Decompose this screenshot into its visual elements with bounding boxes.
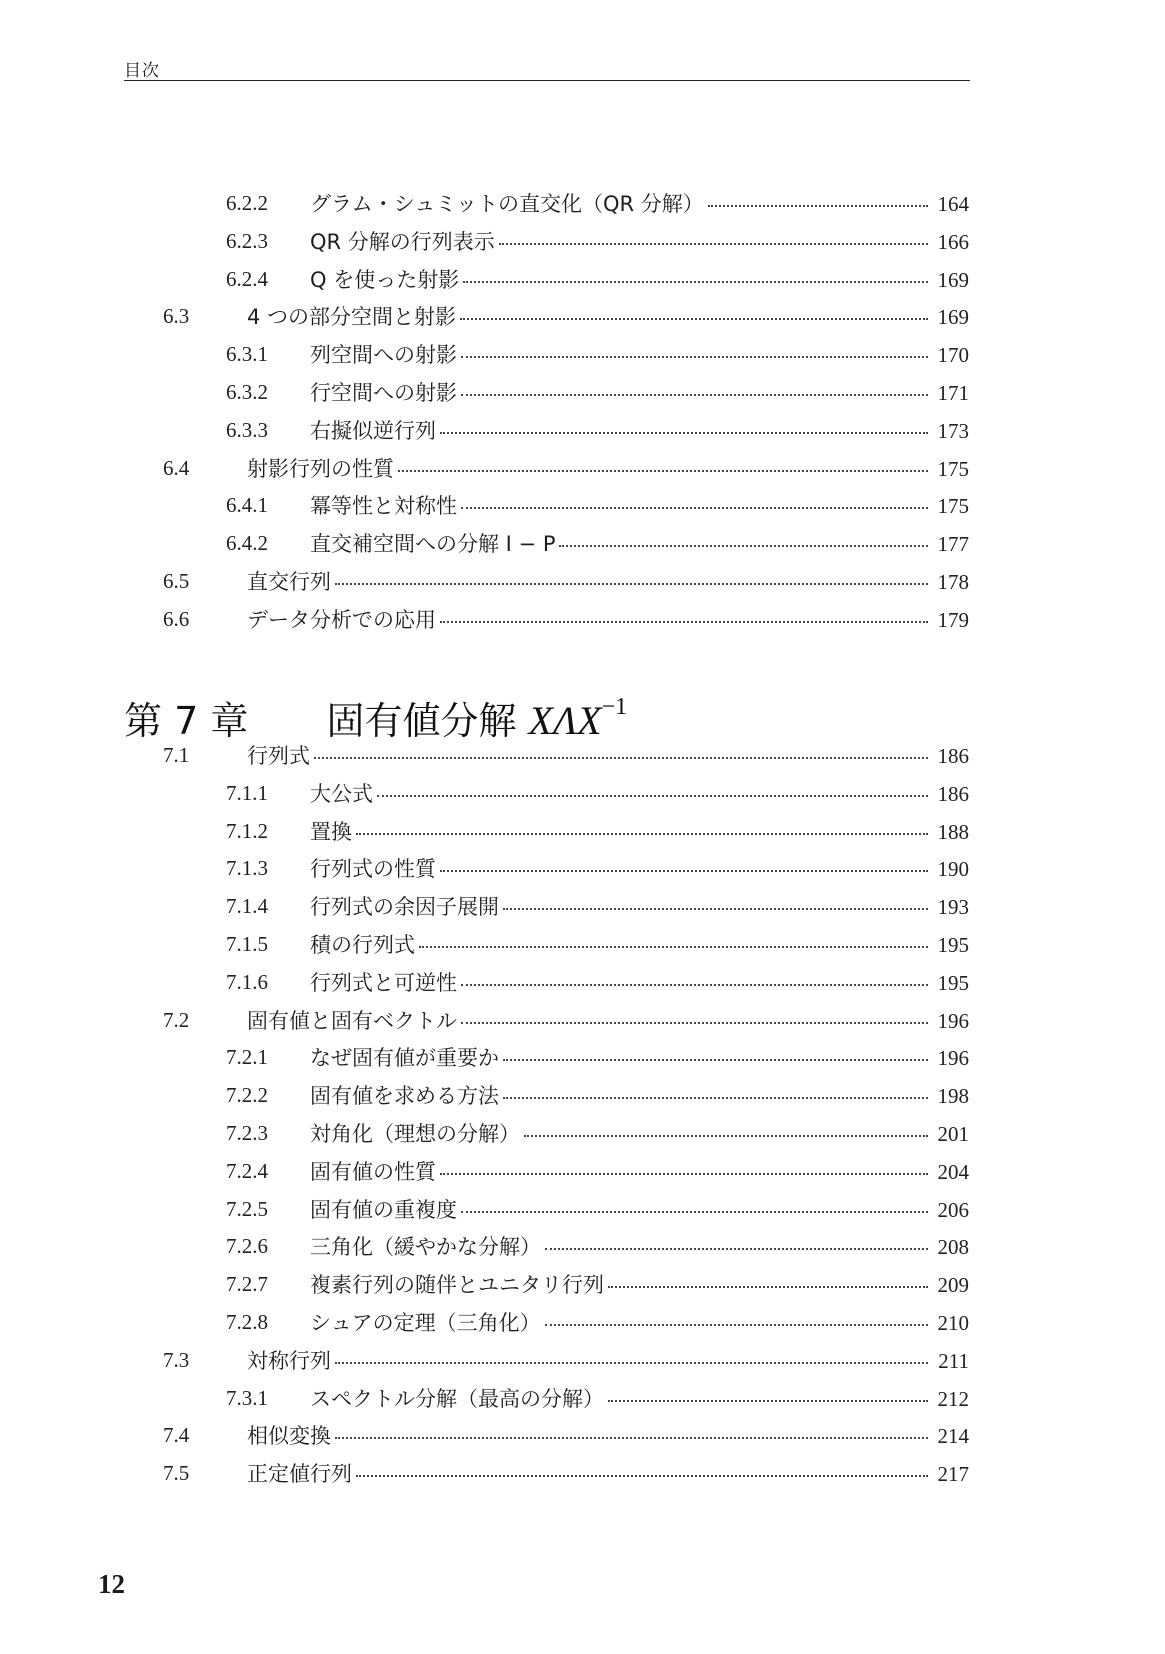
toc-entry-title: 積の行列式 [310, 933, 415, 957]
toc-entry[interactable] [0, 599, 1165, 639]
toc-entry[interactable] [0, 886, 1165, 926]
toc-entry[interactable] [0, 1264, 1165, 1304]
toc-entry-title: データ分析での応用 [247, 607, 436, 632]
toc-entry-page: 178 [937, 570, 969, 594]
toc-entry-page: 175 [937, 456, 969, 481]
toc-entry-page: 208 [937, 1235, 969, 1260]
toc-entry[interactable] [0, 485, 1165, 525]
toc-entry-line [310, 188, 969, 218]
toc-entry-title: QR 分解の行列表示 [310, 229, 495, 254]
toc-entry-page: 206 [937, 1197, 969, 1222]
toc-entry-title: 冪等性と対称性 [310, 494, 457, 519]
toc-entry-line [310, 490, 969, 520]
toc-dot-leader [440, 870, 928, 872]
toc-entry-number: 6.6 [163, 606, 190, 631]
toc-entry[interactable] [0, 183, 1165, 223]
toc-entry-title: 複素行列の随伴とユニタリ行列 [310, 1273, 604, 1298]
toc-entry-title: 固有値の性質 [310, 1159, 436, 1184]
toc-entry-number: 7.2.1 [226, 1045, 268, 1070]
toc-entry-title: 大公式 [310, 781, 373, 806]
toc-dot-leader [503, 1097, 928, 1099]
toc-dot-leader [503, 1059, 928, 1061]
toc-entry[interactable] [0, 1302, 1165, 1342]
toc-entry-page: 193 [937, 895, 969, 920]
toc-entry-number: 7.2.6 [226, 1234, 268, 1259]
toc-dot-leader [545, 1324, 928, 1326]
toc-entry-title: 三角化（緩やかな分解） [310, 1235, 541, 1260]
toc-entry-line [310, 1156, 969, 1186]
toc-entry-title: 直交補空間への分解 I − P [310, 532, 556, 557]
toc-entry-title: 相似変換 [247, 1424, 331, 1449]
toc-entry-number: 6.2.3 [226, 228, 268, 253]
toc-entry-number: 7.1.2 [226, 818, 268, 843]
toc-entry-title: 対角化（理想の分解） [310, 1122, 520, 1146]
toc-entry-page: 164 [937, 192, 969, 216]
toc-entry-line [247, 1458, 969, 1488]
toc-dot-leader [460, 318, 927, 320]
toc-entry-page: 177 [937, 532, 969, 557]
toc-entry-number: 6.4.1 [226, 493, 268, 518]
toc-dot-leader [503, 908, 928, 910]
toc-entry[interactable] [0, 448, 1165, 488]
toc-entry[interactable] [0, 773, 1165, 813]
toc-entry[interactable] [0, 1151, 1165, 1191]
toc-entry[interactable] [0, 1453, 1165, 1493]
toc-entry[interactable] [0, 924, 1165, 964]
toc-entry-page: 166 [937, 229, 969, 254]
chapter-math-superscript: −1 [601, 693, 628, 720]
toc-entry-number: 7.1.4 [226, 894, 268, 919]
toc-dot-leader [461, 394, 928, 396]
toc-entry[interactable] [0, 1226, 1165, 1266]
toc-dot-leader [377, 795, 928, 797]
toc-entry[interactable] [0, 848, 1165, 888]
toc-entry-page: 209 [937, 1273, 969, 1298]
toc-entry-page: 217 [937, 1462, 969, 1487]
toc-dot-leader [608, 1400, 928, 1402]
toc-entry[interactable] [0, 1189, 1165, 1229]
toc-entry-title: スペクトル分解（最高の分解） [310, 1386, 604, 1411]
page-number: 12 [98, 1569, 125, 1599]
toc-entry-number: 7.3.1 [226, 1385, 268, 1410]
toc-entry[interactable] [0, 1378, 1165, 1418]
toc-entry[interactable] [0, 1075, 1165, 1115]
toc-entry-line [247, 604, 969, 634]
toc-dot-leader [335, 583, 928, 585]
toc-entry-number: 6.3.2 [226, 380, 268, 404]
toc-entry-title: 固有値の重複度 [310, 1197, 457, 1222]
toc-entry-title: 右擬似逆行列 [310, 418, 436, 443]
chapter-title-text: 固有値分解 [326, 699, 517, 743]
toc-entry-line [310, 929, 969, 959]
toc-dot-leader [559, 545, 927, 547]
toc-dot-leader [463, 281, 927, 283]
toc-entry-title: 射影行列の性質 [247, 456, 394, 481]
toc-entry-title: 行列式の性質 [310, 857, 436, 882]
toc-entry-line [247, 1420, 969, 1450]
toc-entry-page: 170 [937, 343, 969, 368]
toc-entry-page: 169 [937, 305, 969, 330]
toc-dot-leader [419, 946, 928, 948]
toc-entry[interactable] [0, 962, 1165, 1002]
toc-entry-number: 7.2.3 [226, 1121, 268, 1145]
toc-entry-page: 195 [937, 933, 969, 957]
toc-entry-line [247, 566, 969, 596]
toc-entry-page: 201 [937, 1122, 969, 1146]
toc-entry-number: 7.2 [163, 1007, 190, 1032]
toc-entry-page: 214 [937, 1424, 969, 1449]
toc-entry-page: 186 [937, 744, 969, 768]
toc-entry-title: 直交行列 [247, 570, 331, 594]
toc-entry-page: 210 [937, 1311, 969, 1335]
toc-entry[interactable] [0, 296, 1165, 336]
toc-entry-line [310, 528, 969, 558]
toc-entry-number: 7.2.2 [226, 1083, 268, 1108]
toc-entry-line [310, 1118, 969, 1148]
toc-dot-leader [314, 757, 928, 759]
toc-entry-number: 6.4 [163, 455, 190, 480]
toc-dot-leader [440, 1173, 928, 1175]
toc-dot-leader [608, 1286, 928, 1288]
toc-entry-title: グラム・シュミットの直交化（QR 分解） [310, 192, 704, 216]
toc-entry-page: 196 [937, 1008, 969, 1033]
toc-entry-line [310, 1307, 969, 1337]
toc-entry-title: 対称行列 [247, 1348, 331, 1373]
toc-dot-leader [499, 243, 928, 245]
toc-entry-number: 7.2.8 [226, 1310, 268, 1334]
toc-dot-leader [356, 1475, 928, 1477]
toc-entry-title: 行列式 [247, 744, 310, 768]
toc-entry-title: 4 つの部分空間と射影 [247, 305, 457, 330]
running-head: 目次 [124, 61, 160, 81]
toc-entry-number: 6.2.4 [226, 266, 268, 291]
toc-entry-line [247, 1005, 969, 1035]
header-rule [124, 80, 970, 81]
toc-entry[interactable] [0, 1000, 1165, 1040]
toc-entry-page: 175 [937, 494, 969, 519]
toc-entry[interactable] [0, 523, 1165, 563]
toc-entry-title: 正定値行列 [247, 1462, 352, 1487]
toc-entry[interactable] [0, 1415, 1165, 1455]
toc-entry-line [310, 226, 969, 256]
toc-dot-leader [335, 1437, 928, 1439]
toc-entry-line [247, 740, 969, 770]
toc-entry[interactable] [0, 1340, 1165, 1380]
toc-entry-number: 7.2.5 [226, 1196, 268, 1221]
toc-entry-title: 行列式の余因子展開 [310, 895, 499, 920]
toc-entry-number: 7.1.1 [226, 780, 268, 805]
toc-entry-number: 7.1 [163, 743, 190, 767]
toc-entry-line [247, 1345, 969, 1375]
toc-entry-page: 186 [937, 781, 969, 806]
toc-entry-line [310, 415, 969, 445]
toc-entry-page: 169 [937, 267, 969, 292]
toc-entry-page: 198 [937, 1084, 969, 1109]
toc-entry-number: 6.3.1 [226, 342, 268, 367]
toc-entry-line [310, 1042, 969, 1072]
toc-entry-line [310, 778, 969, 808]
toc-dot-leader [356, 833, 928, 835]
toc-entry-title: シュアの定理（三角化） [310, 1311, 541, 1335]
toc-entry-page: 188 [937, 819, 969, 844]
toc-entry-line [310, 1269, 969, 1299]
toc-entry-page: 179 [937, 607, 969, 632]
toc-entry-line [310, 816, 969, 846]
toc-dot-leader [461, 1211, 928, 1213]
toc-entry[interactable] [0, 410, 1165, 450]
toc-dot-leader [461, 984, 928, 986]
toc-entry-number: 6.3.3 [226, 417, 268, 442]
toc-entry-line [310, 1231, 969, 1261]
toc-entry[interactable] [0, 372, 1165, 412]
toc-dot-leader [461, 1022, 928, 1024]
toc-entry-line [310, 264, 969, 294]
toc-entry-number: 7.5 [163, 1461, 190, 1486]
toc-entry-line [247, 453, 969, 483]
toc-entry-page: 204 [937, 1159, 969, 1184]
toc-entry-number: 7.1.5 [226, 932, 268, 956]
toc-dot-leader [440, 621, 928, 623]
chapter-math-base: XΛX [528, 698, 602, 743]
toc-entry-number: 7.1.6 [226, 969, 268, 994]
toc-entry[interactable] [0, 1037, 1165, 1077]
toc-entry-title: Q を使った射影 [310, 267, 460, 292]
toc-entry-line [310, 891, 969, 921]
toc-entry-title: 固有値と固有ベクトル [247, 1008, 457, 1033]
toc-entry-number: 7.2.4 [226, 1158, 268, 1183]
chapter-label: 第 7 章 [124, 699, 249, 743]
toc-entry-number: 7.1.3 [226, 856, 268, 881]
toc-dot-leader [440, 432, 928, 434]
toc-entry-line [310, 377, 969, 407]
toc-entry-number: 7.3 [163, 1347, 190, 1372]
toc-entry-number: 6.3 [163, 304, 190, 329]
toc-entry-number: 7.4 [163, 1423, 190, 1448]
toc-entry-number: 6.5 [163, 569, 190, 593]
toc-entry[interactable] [0, 259, 1165, 299]
toc-entry-line [247, 301, 969, 331]
toc-dot-leader [398, 470, 928, 472]
toc-entry-title: なぜ固有値が重要か [310, 1046, 499, 1071]
toc-entry-number: 6.4.2 [226, 531, 268, 556]
toc-entry[interactable] [0, 735, 1165, 775]
toc-entry-title: 行空間への射影 [310, 381, 457, 405]
toc-entry-line [310, 853, 969, 883]
toc-entry-page: 196 [937, 1046, 969, 1071]
toc-entry[interactable] [0, 811, 1165, 851]
toc-entry-page: 173 [937, 418, 969, 443]
toc-entry-page: 195 [937, 970, 969, 995]
toc-entry-title: 置換 [310, 819, 352, 844]
toc-dot-leader [524, 1135, 928, 1137]
toc-entry-title: 行列式と可逆性 [310, 970, 457, 995]
toc-entry-page: 212 [937, 1386, 969, 1411]
toc-dot-leader [461, 356, 928, 358]
toc-entry-page: 171 [937, 381, 969, 405]
toc-entry-page: 190 [937, 857, 969, 882]
toc-dot-leader [545, 1248, 928, 1250]
toc-entry[interactable] [0, 1113, 1165, 1153]
toc-entry-line [310, 339, 969, 369]
toc-entry-line [310, 1080, 969, 1110]
toc-entry[interactable] [0, 561, 1165, 601]
toc-dot-leader [708, 205, 928, 207]
toc-entry-title: 固有値を求める方法 [310, 1084, 499, 1109]
toc-entry[interactable] [0, 334, 1165, 374]
toc-entry-line [310, 1194, 969, 1224]
toc-entry-line [310, 1383, 969, 1413]
toc-dot-leader [335, 1362, 928, 1364]
toc-entry-number: 6.2.2 [226, 191, 268, 215]
toc-entry-number: 7.2.7 [226, 1272, 268, 1297]
toc-entry-line [310, 967, 969, 997]
toc-entry[interactable] [0, 221, 1165, 261]
toc-entry-page: 211 [938, 1348, 969, 1373]
toc-entry-title: 列空間への射影 [310, 343, 457, 368]
toc-dot-leader [461, 507, 928, 509]
